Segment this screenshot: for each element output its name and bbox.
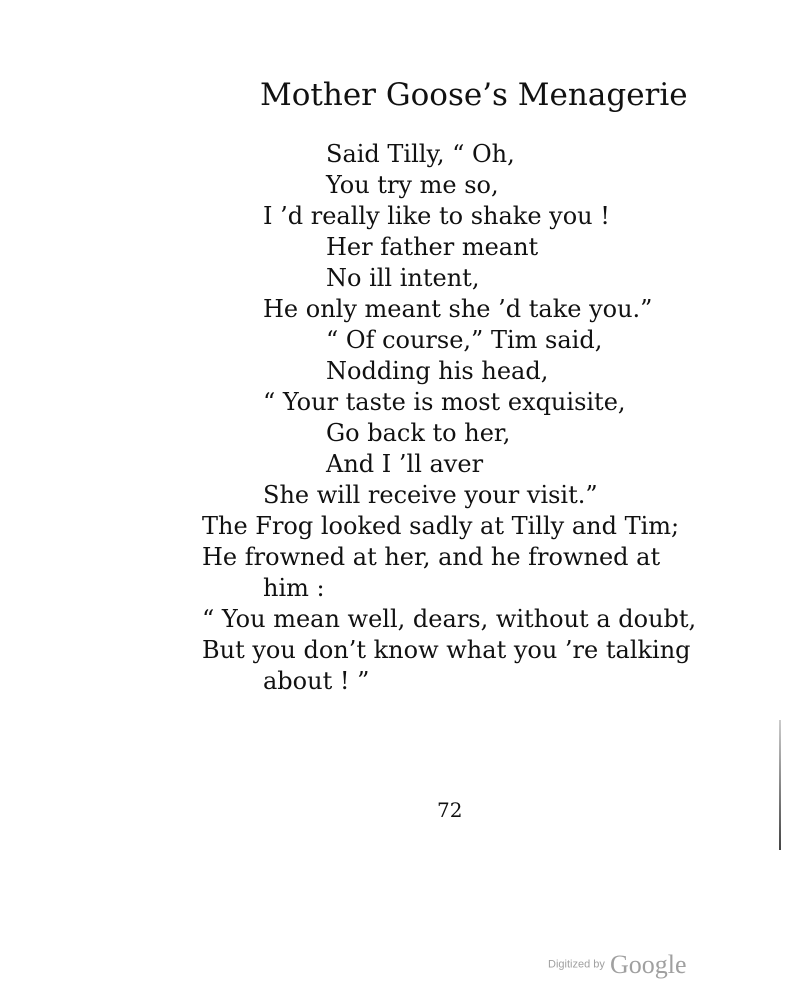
google-logo: Google [609,950,687,979]
poem-line: about ! ” [263,667,370,695]
poem-line: No ill intent, [326,264,480,292]
poem-line: Her father meant [326,233,539,261]
page-title: Mother Goose’s Menagerie [260,77,688,113]
scan-margin-mark [779,720,781,850]
poem-line: He frowned at her, and he frowned at [202,543,661,571]
poem-line: You try me so, [326,171,499,199]
page-number: 72 [437,798,463,822]
poem-line: “ You mean well, dears, without a doubt, [202,605,697,633]
poem-line: Said Tilly, “ Oh, [326,140,515,168]
poem-line: Nodding his head, [326,357,549,385]
poem-line: him : [263,574,325,602]
poem-line: But you don’t know what you ’re talking [202,636,691,664]
poem-line: He only meant she ’d take you.” [263,295,653,323]
poem-line: “ Of course,” Tim said, [326,326,603,354]
poem-line: I ’d really like to shake you ! [263,202,610,230]
digitized-watermark [548,952,687,978]
poem-line: “ Your taste is most exquisite, [263,388,626,416]
poem-line: The Frog looked sadly at Tilly and Tim; [202,512,680,540]
poem-line: Go back to her, [326,419,511,447]
watermark-prefix: Digitized by [548,958,605,971]
poem-line: She will receive your visit.” [263,481,598,509]
poem-line: And I ’ll aver [326,450,484,478]
